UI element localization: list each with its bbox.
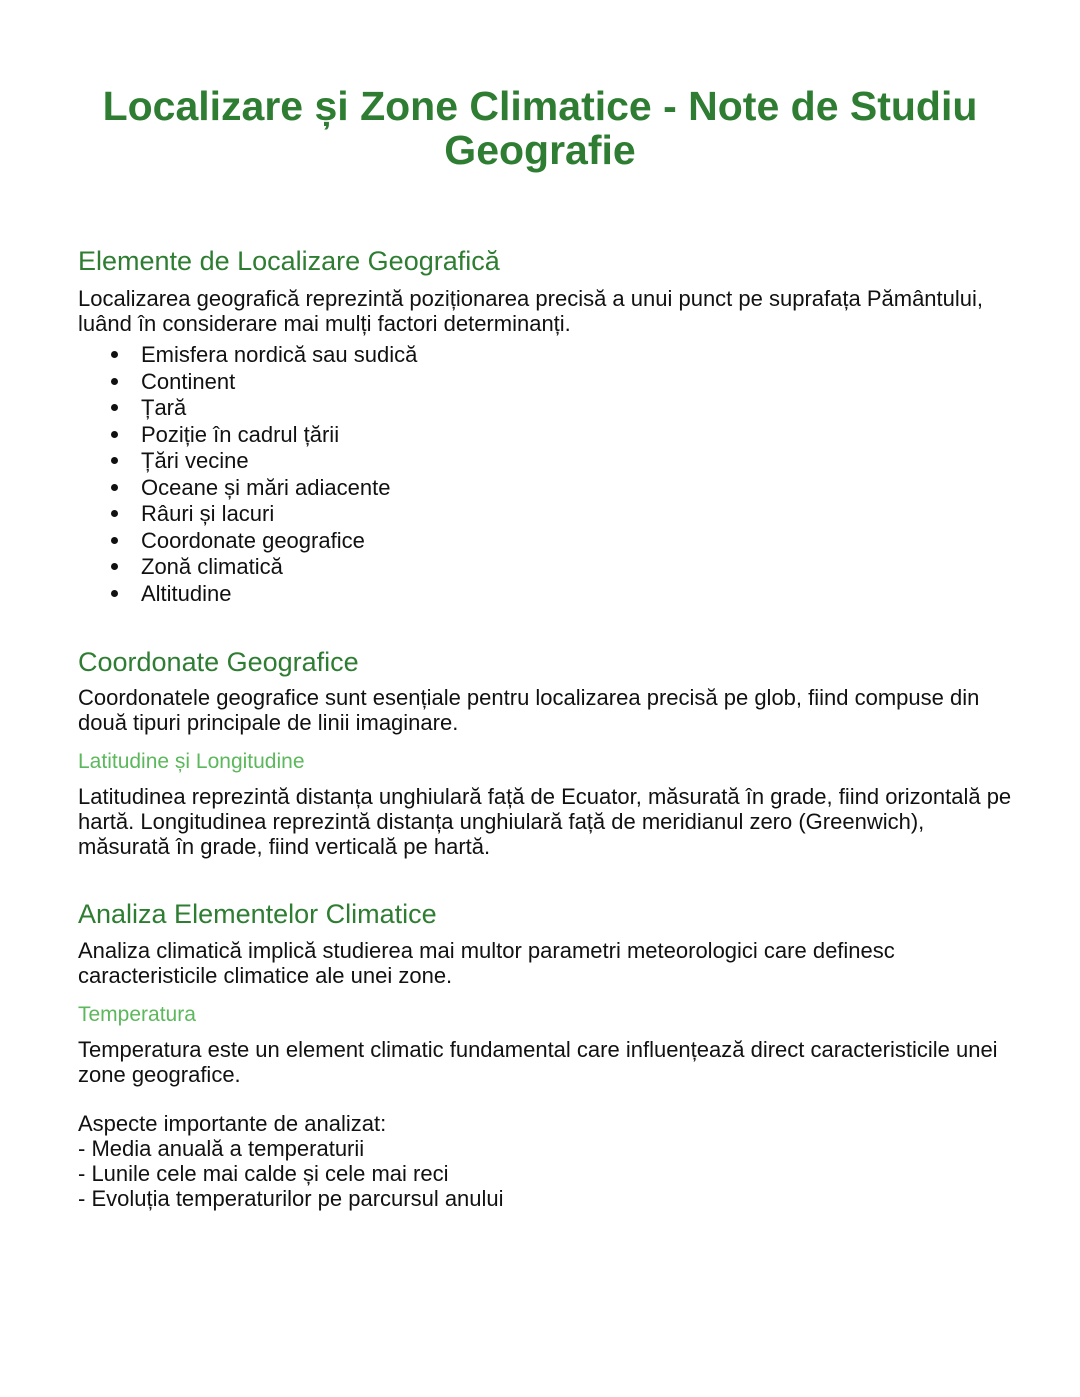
bullet-icon bbox=[111, 537, 118, 544]
list-item bbox=[111, 448, 1018, 475]
subsection-heading: Latitudine și Longitudine bbox=[78, 750, 305, 773]
section-intro: Coordonatele geografice sunt esențiale pentru localizarea precisă pe glob, fiind compuse din două tipuri principale de linii imaginare. bbox=[78, 685, 980, 735]
bullet-icon bbox=[111, 590, 118, 597]
bullet-icon bbox=[111, 404, 118, 411]
list-item bbox=[111, 554, 1018, 581]
section-heading: Coordonate Geografice bbox=[78, 647, 359, 677]
list-item-text: Țară bbox=[141, 395, 187, 420]
bullet-icon bbox=[111, 510, 118, 517]
list-item-text: Coordonate geografice bbox=[141, 527, 365, 553]
section-heading: Elemente de Localizare Geografică bbox=[78, 246, 500, 276]
list-item bbox=[111, 501, 1018, 528]
list-item-text: Țări vecine bbox=[141, 448, 249, 473]
aspects-title: Aspecte importante de analizat: bbox=[78, 1111, 387, 1136]
bullet-icon bbox=[111, 484, 118, 491]
list-item-text: Râuri și lacuri bbox=[141, 501, 275, 526]
list-item: - Lunile cele mai calde și cele mai reci bbox=[78, 1161, 449, 1186]
list-item: - Media anuală a temperaturii bbox=[78, 1136, 365, 1161]
page-title: Localizare și Zone Climatice - Note de Studiu Geografie bbox=[102, 83, 978, 173]
subsection-heading: Temperatura bbox=[78, 1003, 196, 1026]
bullet-icon bbox=[111, 351, 118, 358]
list-item bbox=[111, 369, 1018, 396]
list-item-text: Poziție în cadrul țării bbox=[141, 421, 340, 447]
list-item bbox=[111, 581, 1018, 608]
bullet-icon bbox=[111, 457, 118, 464]
list-item bbox=[111, 475, 1018, 502]
list-item bbox=[111, 528, 1018, 555]
list-item-text: Continent bbox=[141, 368, 236, 394]
section-intro: Analiza climatică implică studierea mai multor parametri meteorologici care definesc caracteristicile climatice ale unei zone. bbox=[78, 938, 895, 988]
section-analiza-climatica bbox=[78, 897, 1018, 1211]
section-localizare bbox=[78, 244, 1018, 607]
section-heading: Analiza Elementelor Climatice bbox=[78, 899, 437, 929]
list-item bbox=[111, 422, 1018, 449]
section-intro: Localizarea geografică reprezintă poziționarea precisă a unui punct pe suprafața Pământului, luând în considerare mai mulți factori determinanți. bbox=[78, 286, 984, 336]
bullet-icon bbox=[111, 431, 118, 438]
aspects-list bbox=[78, 1136, 1018, 1211]
bullet-icon bbox=[111, 378, 118, 385]
list-item: - Evoluția temperaturilor pe parcursul anului bbox=[78, 1186, 504, 1211]
list-item-text: Oceane și mări adiacente bbox=[141, 474, 391, 500]
bullet-icon bbox=[111, 563, 118, 570]
document-content bbox=[78, 244, 1018, 1211]
section-coordonate bbox=[78, 645, 1018, 859]
list-item-text: Emisfera nordică sau sudică bbox=[141, 342, 418, 367]
list-item bbox=[111, 395, 1018, 422]
bullet-list bbox=[78, 342, 1018, 607]
list-item-text: Zonă climatică bbox=[141, 554, 283, 579]
list-item-text: Altitudine bbox=[141, 580, 232, 606]
subsection-text: Latitudinea reprezintă distanța unghiulară față de Ecuator, măsurată în grade, fiind orizontală pe hartă. Longitudinea reprezintă distanța unghiulară față de meridianul zero (Greenwich), măsurată în grade, fiind verticală pe hartă. bbox=[78, 784, 1012, 859]
subsection-text: Temperatura este un element climatic fundamental care influențează direct caracteristicile unei zone geografice. bbox=[78, 1037, 998, 1087]
list-item bbox=[111, 342, 1018, 369]
